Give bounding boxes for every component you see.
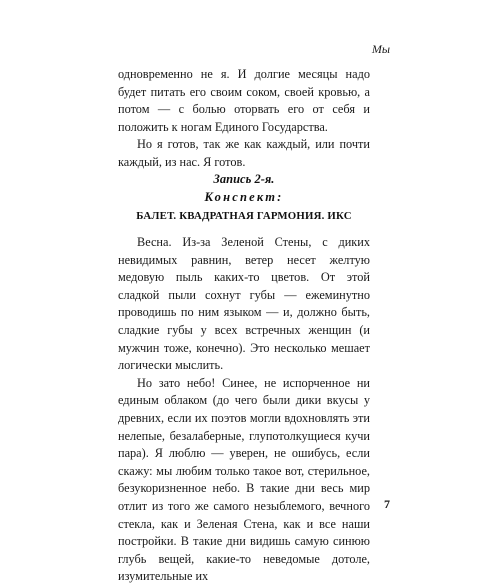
paragraph: одновременно не я. И долгие месяцы надо будет питать его своим соком, своей кровью, а потом — с болью оторвать его от себя и положить к ногам Единого Государства. (118, 67, 370, 134)
body-text (118, 234, 370, 586)
intro-text (118, 66, 370, 172)
entry-subject: БАЛЕТ. КВАДРАТНАЯ ГАРМОНИЯ. ИКС (136, 210, 352, 222)
entry-title: Запись 2-я. (213, 172, 275, 186)
paragraph: Но зато небо! Синее, не испорченное ни единым облаком (до чего были дики вкусы у древних, если их поэтов могли вдохновлять эти нелепые, безалаберные, глупотолкущиеся кучи пара). Я люблю — уверен, не ошибусь, если скажу: мы любим только такое вот, стерильное, безукоризненное небо. В такие дни весь мир отлит из того же самого незыблемого, вечного стекла, как и Зеленая Стена, как и все наши постройки. В такие дни видишь самую синюю глубь вещей, какие-то неведомые дотоле, изумительные их (118, 375, 370, 584)
page-number: 7 (384, 497, 390, 511)
paragraph: Весна. Из-за Зеленой Стены, с диких невидимых равнин, ветер несет желтую медовую пыль каких-то цветов. От этой сладкой пыли сохнут губы — ежеминутно проводишь по ним языком — и, должно быть, сладкие губы у всех встречных женщин (и мужчин тоже, конечно). Это несколько мешает логически мыслить. (118, 235, 370, 373)
running-head: Мы (371, 42, 390, 56)
konspekt-label: Конспект: (204, 190, 284, 204)
paragraph: Но я готов, так же как каждый, или почти каждый, из нас. Я готов. (118, 137, 370, 169)
